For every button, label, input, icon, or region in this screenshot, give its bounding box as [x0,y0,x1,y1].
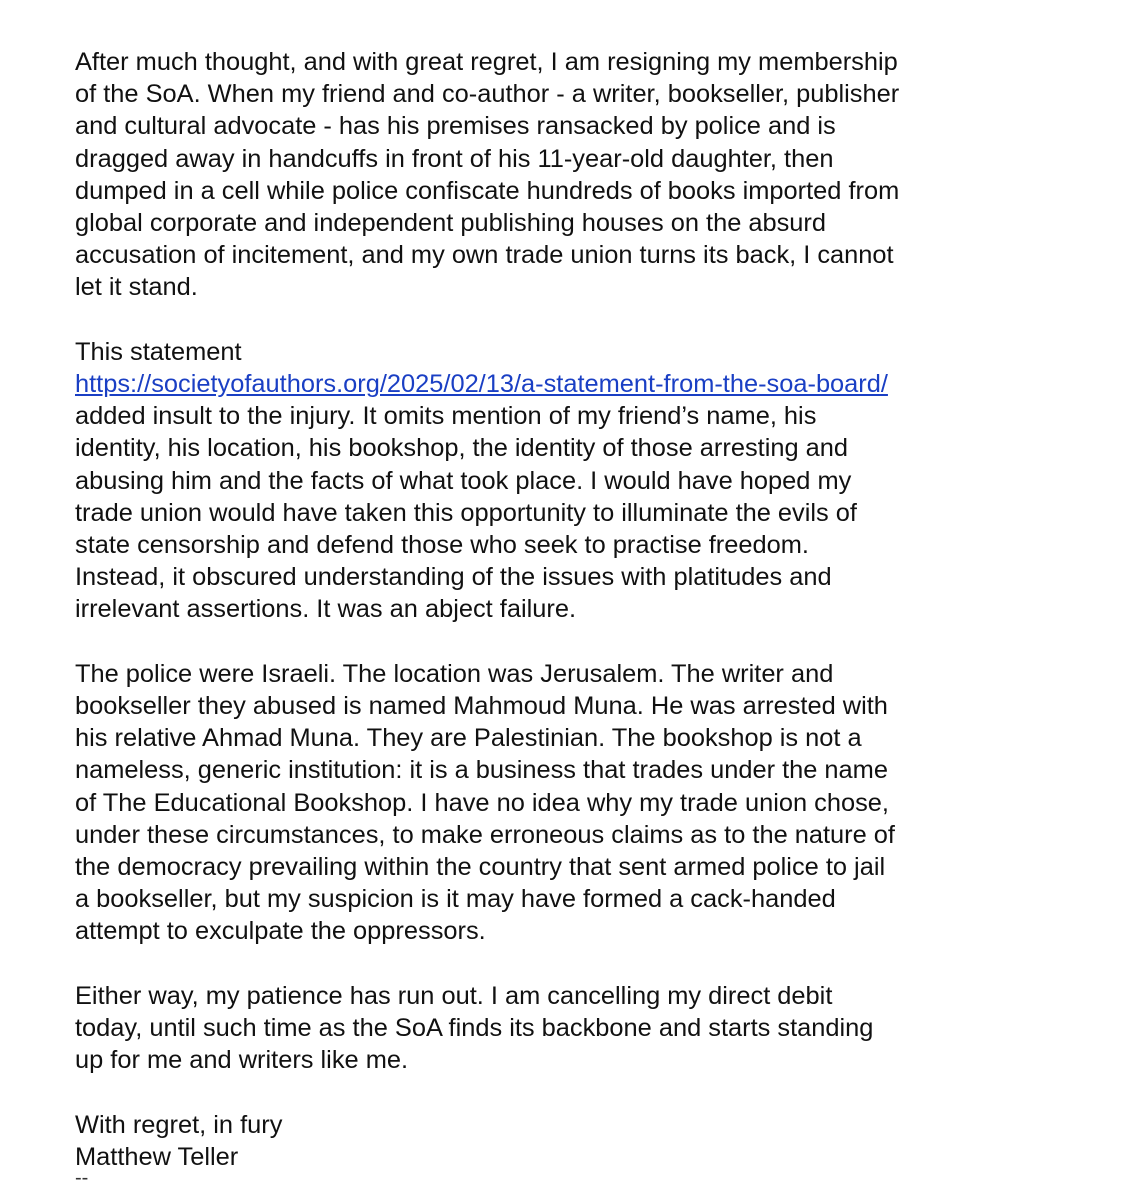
text-line: abusing him and the facts of what took place. I would have hoped my [75,466,852,495]
text-line: identity, his location, his bookshop, the identity of those arresting and [75,434,849,463]
text-line: Instead, it obscured understanding of the issues with platitudes and [75,563,832,592]
text-line: added insult to the injury. It omits mention of my friend’s name, his [75,402,817,431]
paragraph-gap [75,948,1085,980]
text-line: let it stand. [75,273,198,302]
text-line: his relative Ahmad Muna. They are Palestinian. The bookshop is not a [75,724,862,753]
signature-separator: -- [75,1167,89,1190]
signature-block [75,1109,1085,1190]
text-line: dragged away in handcuffs in front of his 11-year-old daughter, then [75,144,834,173]
paragraph-gap [75,1076,1085,1108]
signature-name: Matthew Teller [75,1142,239,1171]
text-line: dumped in a cell while police confiscate hundreds of books imported from [75,176,900,205]
text-line: This statement [75,337,242,366]
statement-link[interactable]: https://societyofauthors.org/2025/02/13/a-statement-from-the-soa-board/ [75,370,888,399]
text-line: under these circumstances, to make erroneous claims as to the nature of [75,820,895,849]
text-line: of The Educational Bookshop. I have no idea why my trade union chose, [75,788,889,817]
paragraph-conclusion [75,980,1085,1077]
paragraph-gap [75,304,1085,336]
text-line: global corporate and independent publishing houses on the absurd [75,209,827,238]
paragraph-facts [75,658,1085,948]
text-line: a bookseller, but my suspicion is it may have formed a cack-handed [75,885,836,914]
statement-link-line [75,368,1085,400]
text-line: of the SoA. When my friend and co-author - a writer, bookseller, publisher [75,80,900,109]
text-line: state censorship and defend those who seek to practise freedom. [75,531,809,560]
paragraph-resignation [75,46,1085,304]
text-line: nameless, generic institution: it is a business that trades under the name [75,756,888,785]
text-line: attempt to exculpate the oppressors. [75,917,486,946]
text-line: today, until such time as the SoA finds its backbone and starts standing [75,1014,874,1043]
text-line: After much thought, and with great regret, I am resigning my membership [75,48,898,76]
signoff: With regret, in fury [75,1110,283,1139]
text-line: accusation of incitement, and my own trade union turns its back, I cannot [75,241,894,270]
text-line: The police were Israeli. The location was Jerusalem. The writer and [75,659,834,688]
text-line: trade union would have taken this opportunity to illuminate the evils of [75,498,857,527]
text-line: and cultural advocate - has his premises ransacked by police and is [75,112,836,141]
text-line: up for me and writers like me. [75,1046,409,1075]
text-line: irrelevant assertions. It was an abject failure. [75,595,576,624]
paragraph-gap [75,626,1085,658]
text-line: Either way, my patience has run out. I am cancelling my direct debit [75,981,833,1010]
text-line: the democracy prevailing within the country that sent armed police to jail [75,853,886,882]
text-line: bookseller they abused is named Mahmoud Muna. He was arrested with [75,692,888,721]
email-body [75,46,1085,1190]
paragraph-statement [75,336,1085,626]
